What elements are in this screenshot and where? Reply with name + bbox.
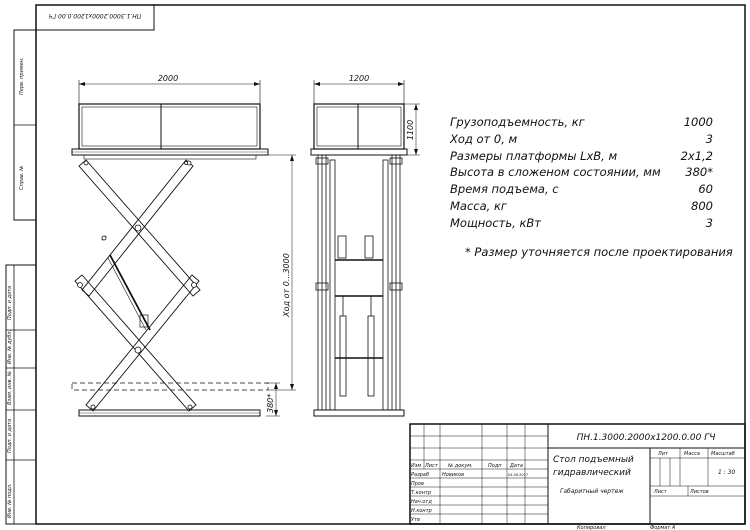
spec-value: 60 <box>698 182 713 196</box>
spec-label: Размеры платформы LxB, м <box>450 149 618 163</box>
tb-developer: Новиков <box>442 472 465 478</box>
tb-role: Разраб <box>411 472 430 478</box>
tb-col-date: Дата <box>510 463 523 469</box>
tb-col-sign: Подп <box>488 463 502 469</box>
margin-label-7: Инв. № подл. <box>7 483 13 518</box>
tb-mass-label: Масса <box>684 451 700 457</box>
spec-label: Высота в сложеном состоянии, мм <box>450 165 661 179</box>
format-label: Формат А <box>650 525 676 530</box>
tb-role: Н.контр <box>411 508 432 514</box>
spec-value: 800 <box>691 199 713 213</box>
tb-date: 04.08.2017 <box>508 473 529 477</box>
tb-scale: 1 : 30 <box>718 469 736 476</box>
tb-sheets-label: Листов <box>690 489 709 495</box>
margin-label-4: Инв. № дубл. <box>7 329 13 364</box>
tb-role: Пров <box>411 481 424 487</box>
tb-role: Нач.отд <box>411 499 432 505</box>
spec-label: Ход от 0, м <box>450 132 518 146</box>
drawing-frame <box>36 5 745 524</box>
tb-doc-type: Габаритный чертеж <box>560 488 624 495</box>
front-view <box>72 74 296 416</box>
dim-folded-height: 380* <box>266 393 275 413</box>
spec-value: 380* <box>685 165 713 179</box>
spec-value: 1000 <box>683 115 713 129</box>
tb-col-doc: № докум. <box>448 463 473 469</box>
tb-role: Утв <box>411 517 420 523</box>
tb-lit-label: Лит <box>658 451 668 457</box>
top-stamp-text: ПН.1.3000.2000x1200.0.00 ГЧ <box>48 12 142 19</box>
tb-designation: ПН.1.3000.2000x1200.0.00 ГЧ <box>576 433 716 443</box>
margin-label-2: Справ. № <box>19 165 25 190</box>
tb-col-list: Лист <box>425 463 438 469</box>
spec-label: Мощность, кВт <box>450 216 541 230</box>
tb-role: Т.контр <box>411 490 432 496</box>
spec-value: 2x1,2 <box>680 149 713 163</box>
spec-label: Масса, кг <box>450 199 507 213</box>
spec-list <box>449 115 733 259</box>
spec-value: 3 <box>705 132 713 146</box>
left-margin <box>6 30 36 524</box>
copied-label: Копировал <box>577 525 606 530</box>
margin-label-5: Взам. инв. № <box>7 371 13 405</box>
tb-name-line1: Стол подъемный <box>553 455 634 465</box>
tb-name-line2: гидравлический <box>553 468 631 478</box>
dim-platform-height: 1100 <box>406 119 415 141</box>
spec-label: Время подъема, с <box>450 182 559 196</box>
spec-note: * Размер уточняется после проектирования <box>465 245 733 259</box>
side-view <box>311 74 420 416</box>
dim-front-width: 2000 <box>157 74 179 83</box>
dim-side-width: 1200 <box>348 74 370 83</box>
tb-sheet-label: Лист <box>654 489 667 495</box>
spec-value: 3 <box>705 216 713 230</box>
tb-scale-label: Масштаб <box>711 451 735 457</box>
tb-col-izm: Изм <box>411 463 422 469</box>
spec-label: Грузоподъемность, кг <box>450 115 585 129</box>
dim-stroke: Ход от 0...3000 <box>282 253 291 317</box>
margin-label-6: Подп. и дата <box>7 418 13 453</box>
title-block <box>410 424 745 524</box>
margin-label-1: Перв. примен. <box>19 57 25 95</box>
margin-label-3: Подп. и дата <box>7 285 13 320</box>
